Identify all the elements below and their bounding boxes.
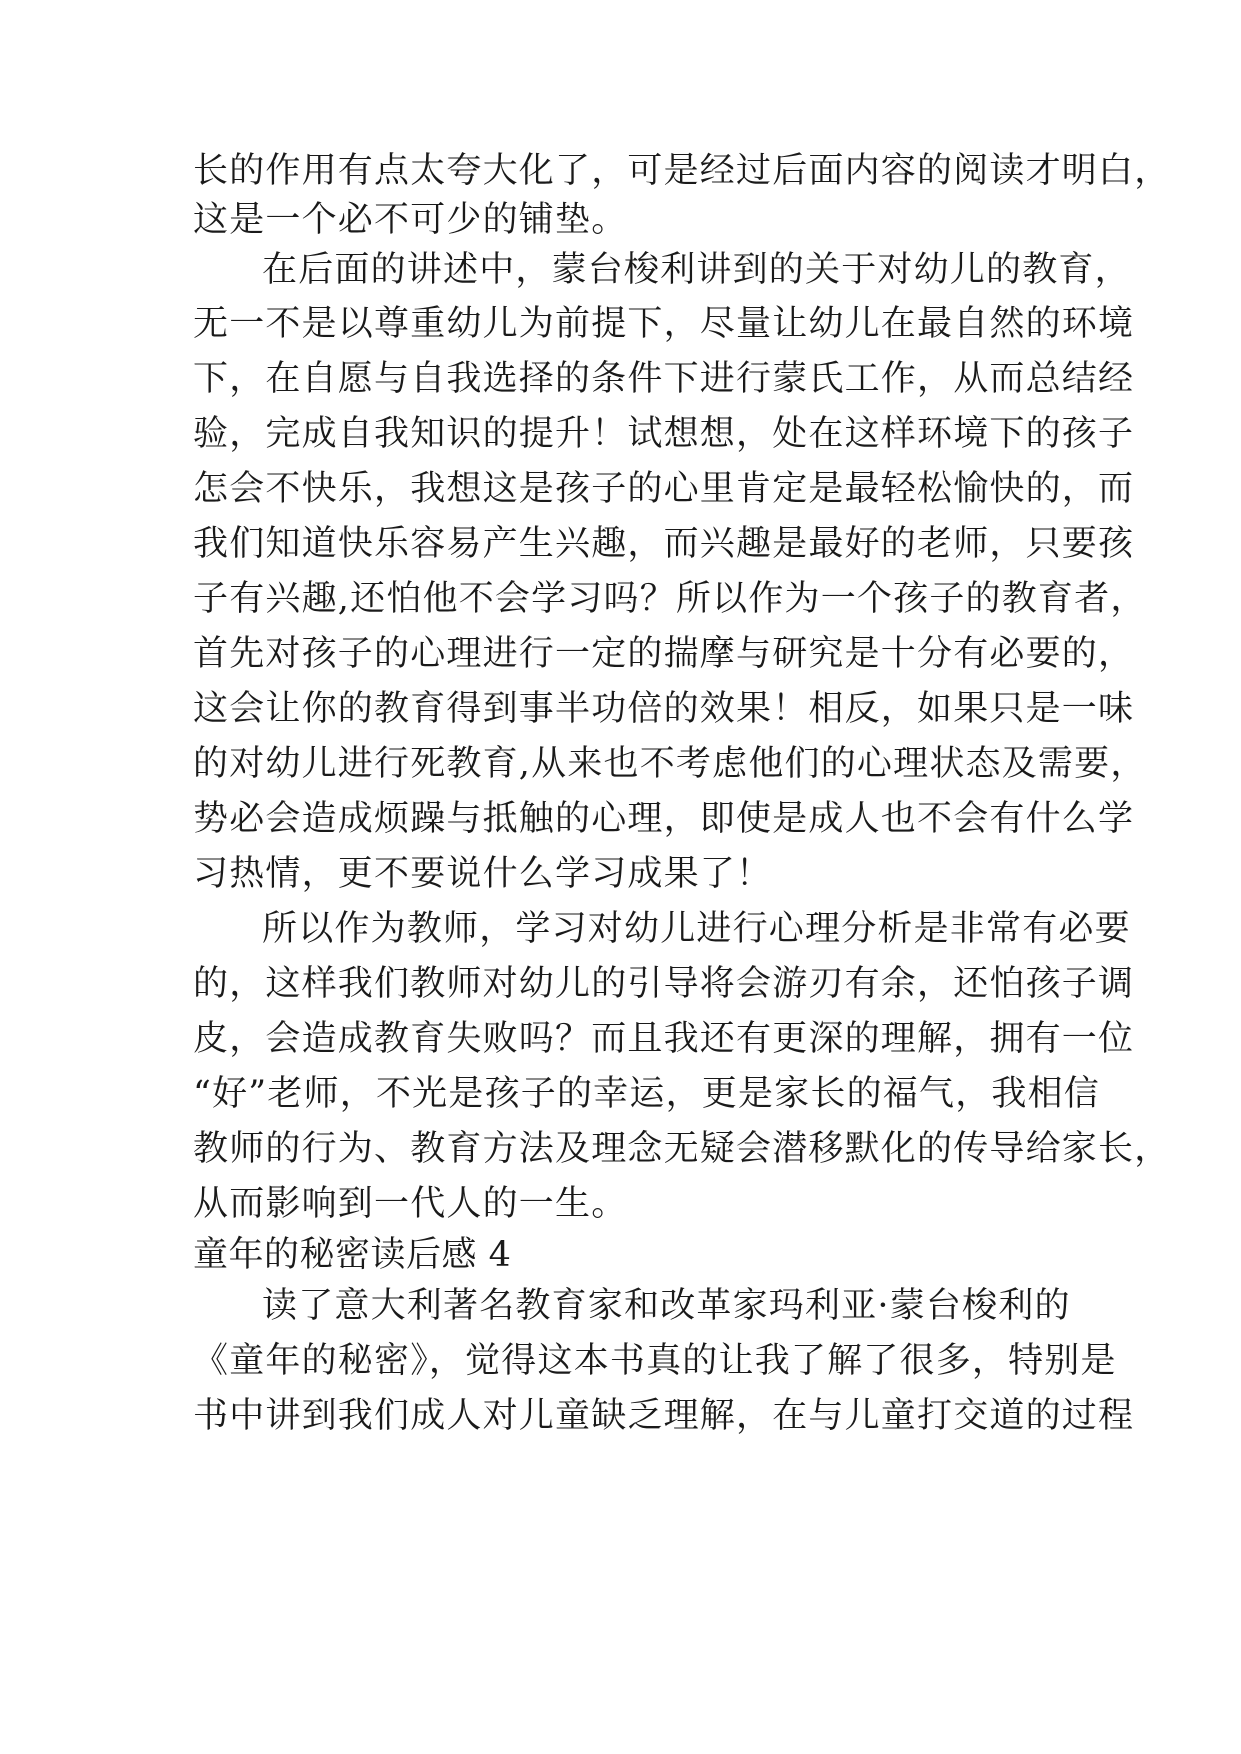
- text-line: 《童年的秘密》，觉得这本书真的让我了解了很多，特别是: [193, 1341, 1117, 1381]
- text-line: 验，完成自我知识的提升！试想想，处在这样环境下的孩子: [193, 414, 1135, 454]
- text-line: 我们知道快乐容易产生兴趣，而兴趣是最好的老师，只要孩: [193, 524, 1135, 564]
- text-line: 这是一个必不可少的铺垫。: [193, 200, 628, 240]
- text-line: 下，在自愿与自我选择的条件下进行蒙氏工作，从而总结经: [193, 359, 1135, 399]
- text-line: “好”老师，不光是孩子的幸运，更是家长的福气，我相信: [193, 1074, 1100, 1114]
- text-line: 怎会不快乐，我想这是孩子的心里肯定是最轻松愉快的，而: [193, 469, 1135, 509]
- text-line: 教师的行为、教育方法及理念无疑会潜移默化的传导给家长，: [193, 1129, 1171, 1169]
- text-line: 的，这样我们教师对幼儿的引导将会游刃有余，还怕孩子调: [193, 964, 1135, 1004]
- section-heading: 童年的秘密读后感 4: [193, 1235, 512, 1275]
- text-line: 从而影响到一代人的一生。: [193, 1184, 628, 1224]
- text-line: 在后面的讲述中，蒙台梭利讲到的关于对幼儿的教育，: [262, 250, 1131, 290]
- text-line: 所以作为教师，学习对幼儿进行心理分析是非常有必要: [262, 909, 1131, 949]
- text-line: 长的作用有点太夸大化了，可是经过后面内容的阅读才明白，: [193, 151, 1171, 191]
- text-line: 的对幼儿进行死教育,从来也不考虑他们的心理状态及需要，: [193, 744, 1147, 784]
- text-line: 首先对孩子的心理进行一定的揣摩与研究是十分有必要的，: [193, 634, 1135, 674]
- text-line: 这会让你的教育得到事半功倍的效果！相反，如果只是一味: [193, 689, 1135, 729]
- text-line: 读了意大利著名教育家和改革家玛利亚·蒙台梭利的: [262, 1286, 1071, 1326]
- text-line: 无一不是以尊重幼儿为前提下，尽量让幼儿在最自然的环境: [193, 304, 1135, 344]
- text-line: 书中讲到我们成人对儿童缺乏理解，在与儿童打交道的过程: [193, 1396, 1135, 1436]
- text-line: 皮，会造成教育失败吗？而且我还有更深的理解，拥有一位: [193, 1019, 1135, 1059]
- text-line: 子有兴趣,还怕他不会学习吗？所以作为一个孩子的教育者，: [193, 579, 1147, 619]
- text-line: 势必会造成烦躁与抵触的心理，即使是成人也不会有什么学: [193, 799, 1135, 839]
- text-line: 习热情，更不要说什么学习成果了！: [193, 854, 773, 894]
